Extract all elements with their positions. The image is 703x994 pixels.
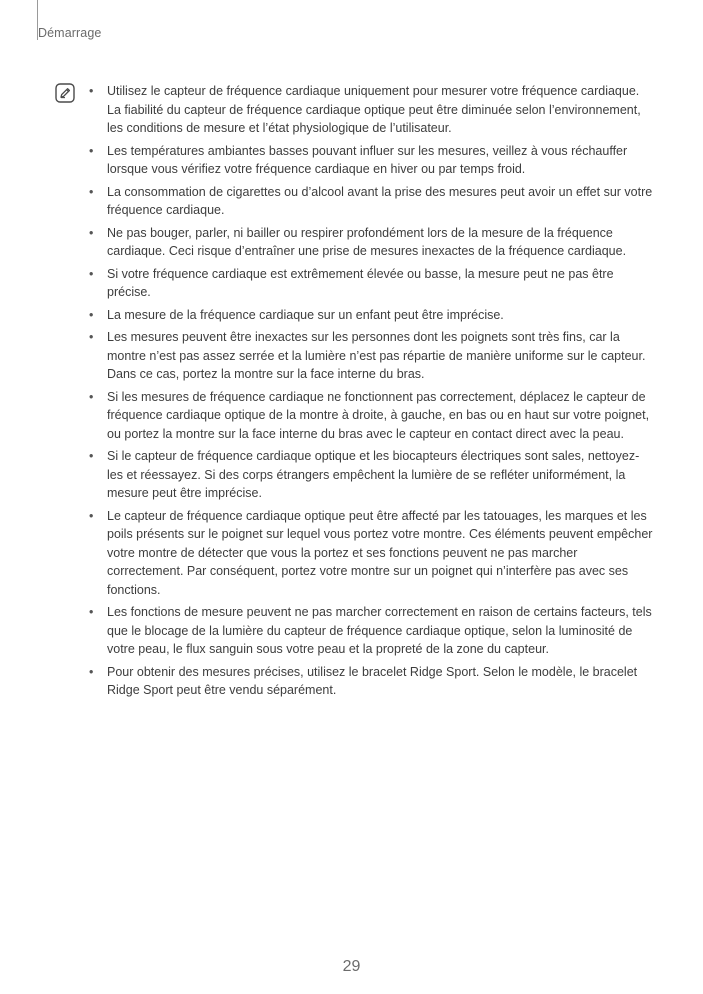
bullet-icon: • — [89, 330, 94, 344]
list-item — [88, 507, 653, 600]
list-item-text: La consommation de cigarettes ou d’alcool avant la prise des mesures peut avoir un effet sur votre fréquence cardiaque. — [107, 184, 653, 217]
list-item — [88, 183, 653, 220]
list-item-text: Les mesures peuvent être inexactes sur les personnes dont les poignets sont très fins, car la montre n’est pas assez serrée et la lumière n’est pas répartie de manière uniforme sur le capteur. Dans ce cas, portez la montre sur la face interne du bras. — [107, 330, 646, 381]
bullet-icon: • — [89, 664, 94, 679]
list-item-text: Si votre fréquence cardiaque est extrêmement élevée ou basse, la mesure peut ne pas être précise. — [107, 266, 614, 299]
list-item — [88, 447, 653, 503]
list-item — [88, 603, 653, 659]
bullet-icon: • — [89, 266, 94, 281]
bullet-icon: • — [89, 225, 94, 240]
list-item — [88, 663, 653, 700]
bullet-icon: • — [89, 143, 94, 158]
note-pen-icon — [55, 83, 75, 103]
list-item — [88, 82, 653, 138]
list-item-text: Pour obtenir des mesures précises, utilisez le bracelet Ridge Sport. Selon le modèle, le bracelet Ridge Sport peut être vendu séparément. — [107, 664, 638, 697]
bullet-icon: • — [89, 307, 94, 322]
list-item-text: Le capteur de fréquence cardiaque optique peut être affecté par les tatouages, les marques et les poils présents sur le poignet sur lequel vous portez votre montre. Ces éléments peuvent empêcher votre montre de détecter que vous la portez et ses fonctions peuvent ne pas marcher correctement. Par conséquent, portez votre montre sur un poignet qui n’interfère pas avec ses fonctions. — [107, 508, 653, 597]
bullet-icon: • — [89, 84, 94, 98]
list-item-text: Les fonctions de mesure peuvent ne pas marcher correctement en raison de certains facteurs, tels que le blocage de la lumière du capteur de fréquence cardiaque optique, selon la luminosité de votre peau, le flux sanguin sous votre peau et la propreté de la zone du capteur. — [107, 605, 652, 656]
list-item-text: La mesure de la fréquence cardiaque sur un enfant peut être imprécise. — [107, 307, 504, 322]
list-item — [88, 142, 653, 179]
list-item — [88, 306, 653, 325]
list-item-text: Les températures ambiantes basses pouvant influer sur les mesures, veillez à vous réchauffer lorsque vous vérifiez votre fréquence cardiaque en hiver ou par temps froid. — [107, 143, 628, 176]
bullet-icon: • — [89, 449, 94, 463]
page-number: 29 — [342, 958, 361, 975]
bullet-icon: • — [89, 389, 94, 404]
list-item — [88, 265, 653, 302]
bullet-icon: • — [89, 508, 94, 523]
bullet-icon: • — [89, 605, 94, 619]
list-item — [88, 328, 653, 384]
list-item-text: Si le capteur de fréquence cardiaque optique et les biocapteurs électriques sont sales, nettoyez-les et réessayez. Si des corps étrangers empêchent la lumière de se refléter uniformément, la mesure peut être imprécise. — [107, 449, 640, 500]
list-item — [88, 388, 653, 444]
section-header: Démarrage — [38, 26, 102, 40]
list-item — [88, 224, 653, 261]
bullet-icon: • — [89, 184, 94, 199]
note-list — [88, 82, 653, 704]
list-item-text: Ne pas bouger, parler, ni bailler ou respirer profondément lors de la mesure de la fréquence cardiaque. Ceci risque d’entraîner une prise de mesures inexactes de la fréquence cardiaque. — [107, 225, 627, 258]
list-item-text: Utilisez le capteur de fréquence cardiaque uniquement pour mesurer votre fréquence cardiaque. La fiabilité du capteur de fréquence cardiaque optique peut être diminuée selon l’environnement, les conditions de mesure et l’état physiologique de l’utilisateur. — [107, 84, 641, 135]
list-item-text: Si les mesures de fréquence cardiaque ne fonctionnent pas correctement, déplacez le capteur de fréquence cardiaque optique de la montre à droite, à gauche, en bas ou en haut sur votre poignet, ou portez la montre sur la face interne du bras avec le capteur en contact direct avec la peau. — [107, 389, 650, 441]
